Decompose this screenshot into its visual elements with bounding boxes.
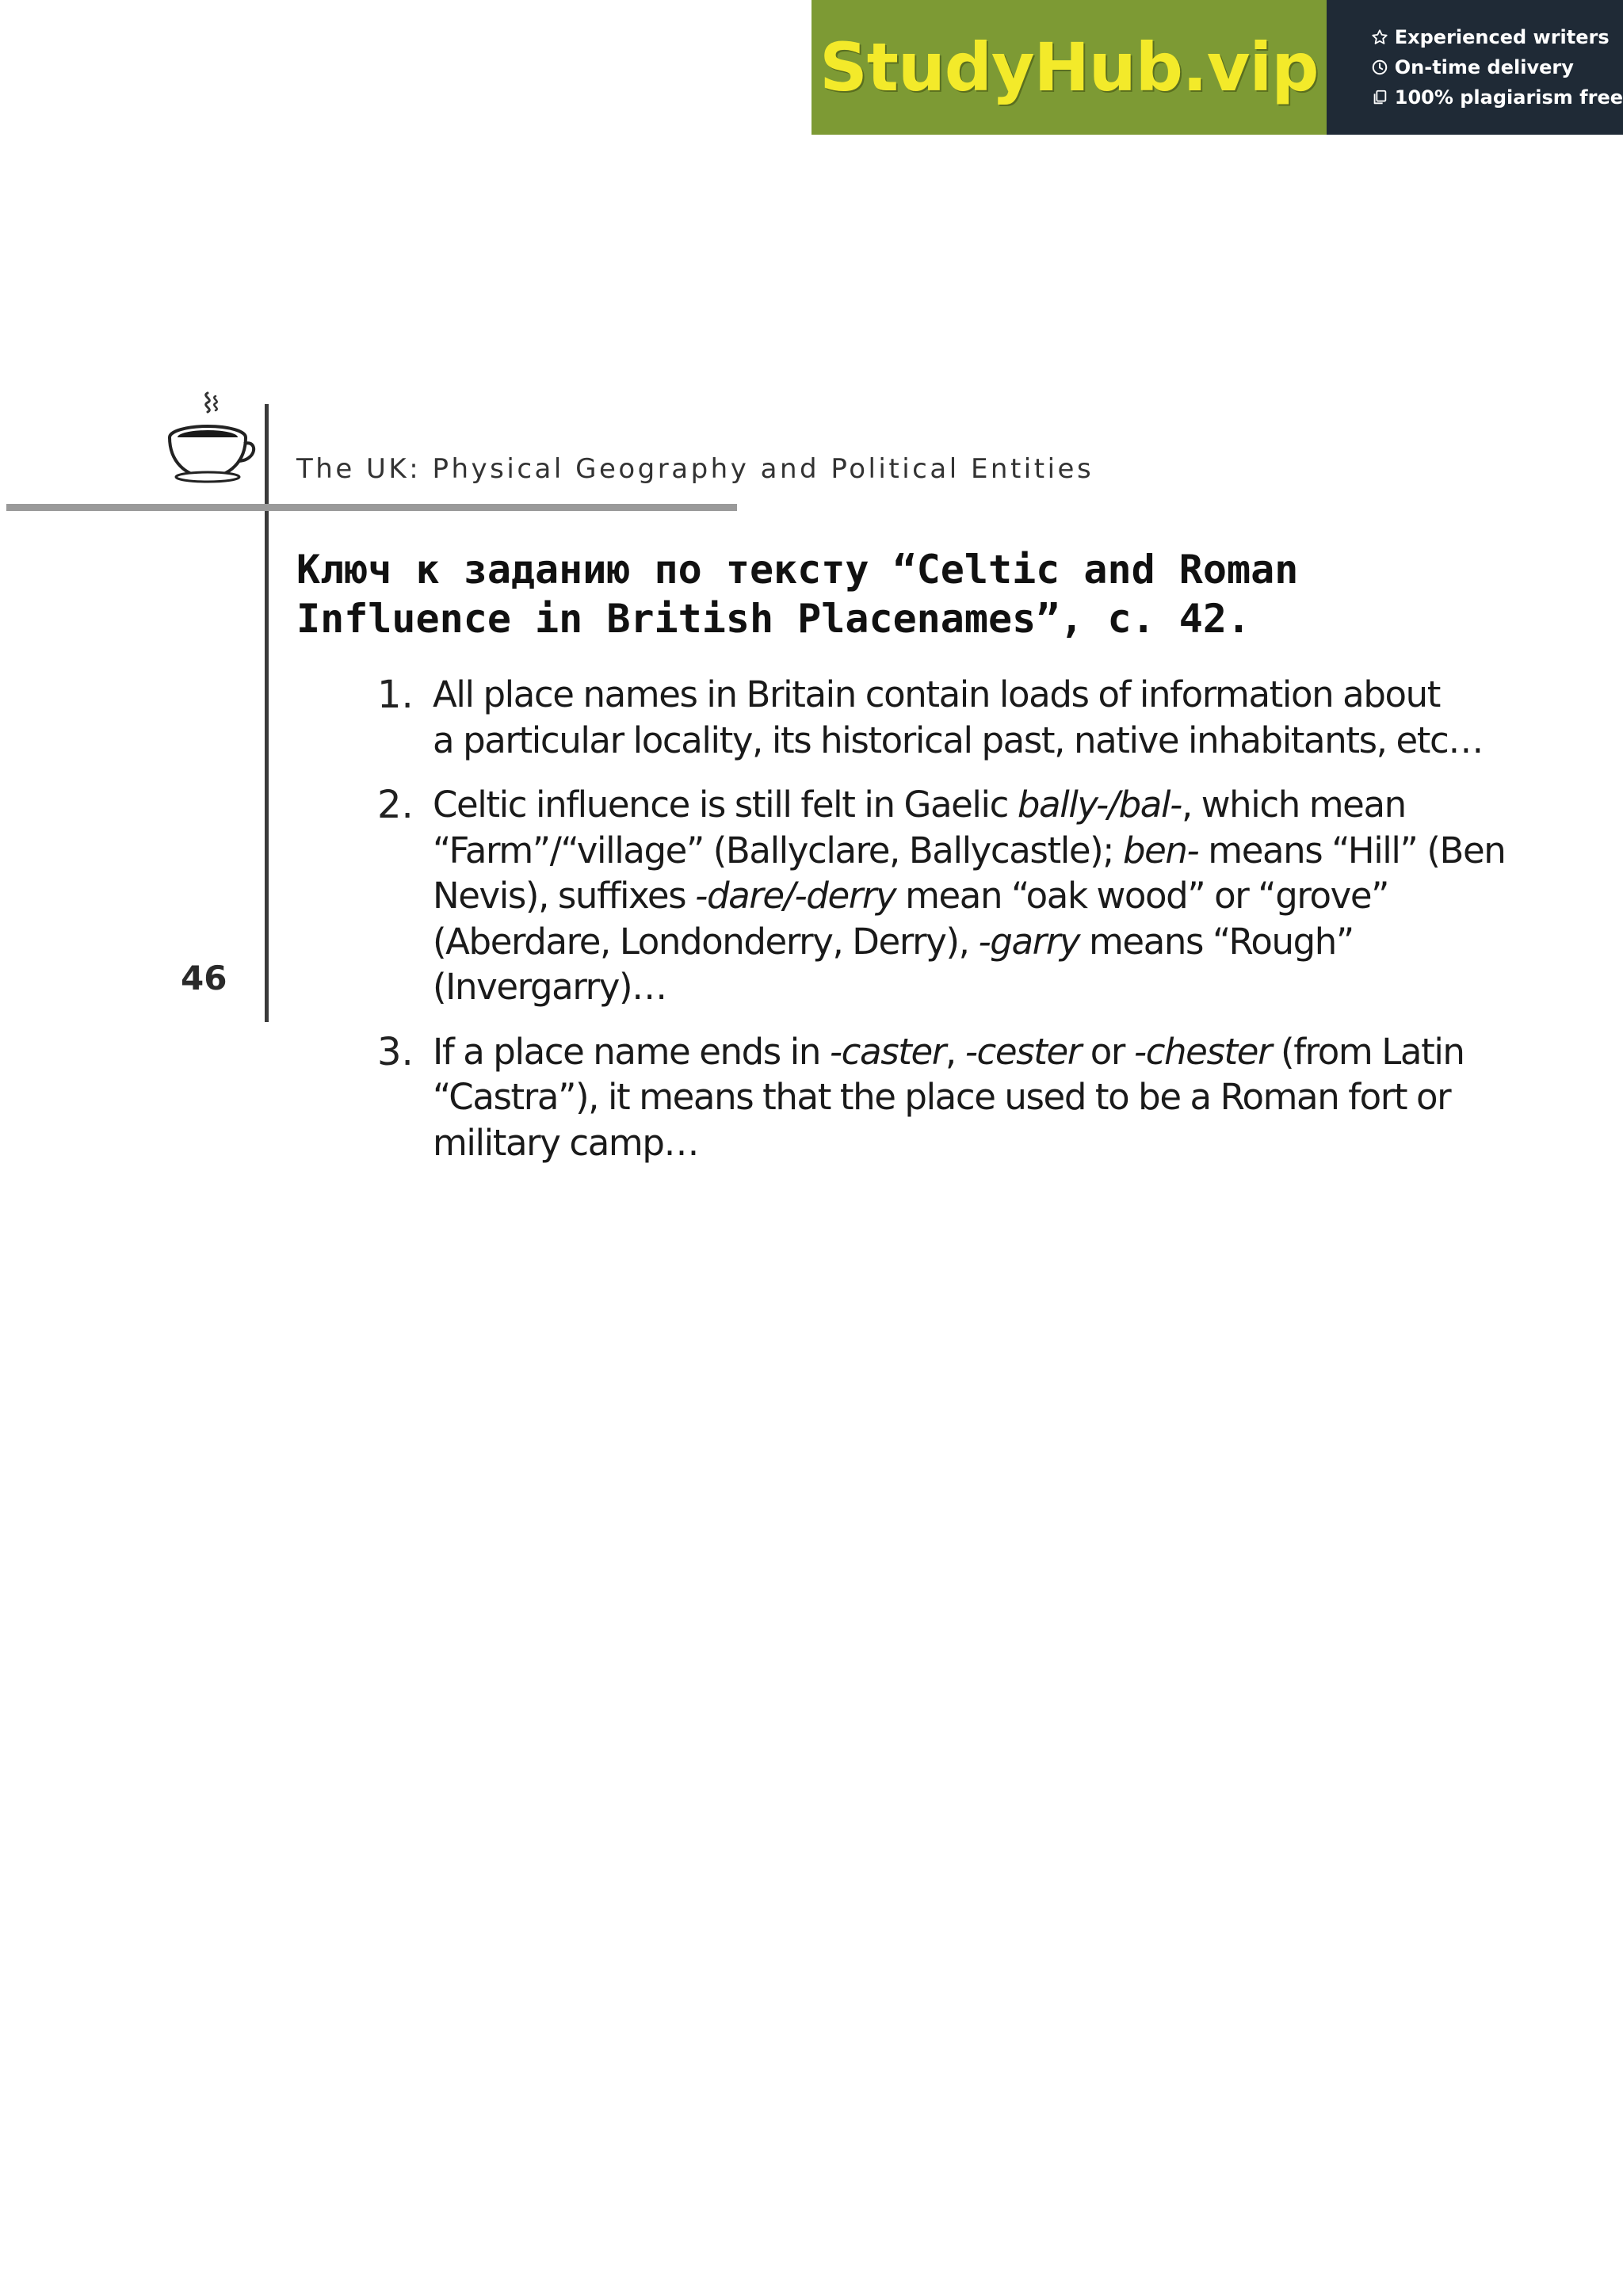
answer-text <box>433 672 1483 763</box>
answer-number: 1. <box>377 673 414 717</box>
answer-number: 2. <box>377 783 414 827</box>
ad-banner[interactable] <box>812 0 1623 135</box>
heading-line: Influence in British Placenames”, с. 42. <box>296 596 1251 642</box>
answer-item-1 <box>377 672 1483 763</box>
text-line: military camp… <box>433 1121 699 1164</box>
text-line: (Invergarry)… <box>433 966 666 1008</box>
text-line: “Castra”), it means that the place used to be a Roman fort or <box>433 1076 1451 1118</box>
brand-name: StudyHub.vip <box>819 29 1319 106</box>
answer-number: 3. <box>377 1029 414 1074</box>
feature-plagiarism-free <box>1371 86 1623 109</box>
section-heading <box>296 545 1485 643</box>
page-number: 46 <box>181 959 227 997</box>
heading-line: Ключ к заданию по тексту “Celtic and Roman <box>296 547 1299 593</box>
text-line: Celtic influence is still felt in Gaelic bally-/bal-, which mean <box>433 784 1406 826</box>
text-line: “Farm”/“village” (Ballyclare, Ballycastle); ben- means “Hill” (Ben <box>433 829 1506 871</box>
star-icon <box>1371 29 1388 46</box>
banner-features <box>1327 0 1623 135</box>
feature-on-time-delivery <box>1371 56 1623 78</box>
answer-item-2 <box>377 782 1506 1010</box>
text-line: a particular locality, its historical past, native inhabitants, etc… <box>433 719 1483 761</box>
running-head: The UK: Physical Geography and Political Entities <box>296 453 1094 485</box>
text-line: (Aberdare, Londonderry, Derry), -garry means “Rough” <box>433 920 1354 963</box>
text-line: If a place name ends in -caster, -cester or -chester (from Latin <box>433 1030 1465 1073</box>
text-line: All place names in Britain contain loads of information about <box>433 673 1440 715</box>
feature-label: On-time delivery <box>1394 56 1574 78</box>
margin-vertical-rule <box>265 404 269 1022</box>
coffee-cup-icon <box>163 388 258 485</box>
answer-item-3 <box>377 1029 1465 1166</box>
copy-icon <box>1371 89 1388 106</box>
answer-text <box>433 1029 1465 1166</box>
clock-icon <box>1371 59 1388 76</box>
feature-label: Experienced writers <box>1394 26 1610 48</box>
feature-experienced-writers <box>1371 26 1623 48</box>
feature-label: 100% plagiarism free <box>1394 86 1623 109</box>
header-horizontal-rule <box>6 504 737 511</box>
brand-logo[interactable] <box>812 0 1327 135</box>
answer-text <box>433 782 1506 1010</box>
text-line: Nevis), suffixes -dare/-derry mean “oak wood” or “grove” <box>433 875 1389 917</box>
answer-list <box>377 672 1506 1184</box>
